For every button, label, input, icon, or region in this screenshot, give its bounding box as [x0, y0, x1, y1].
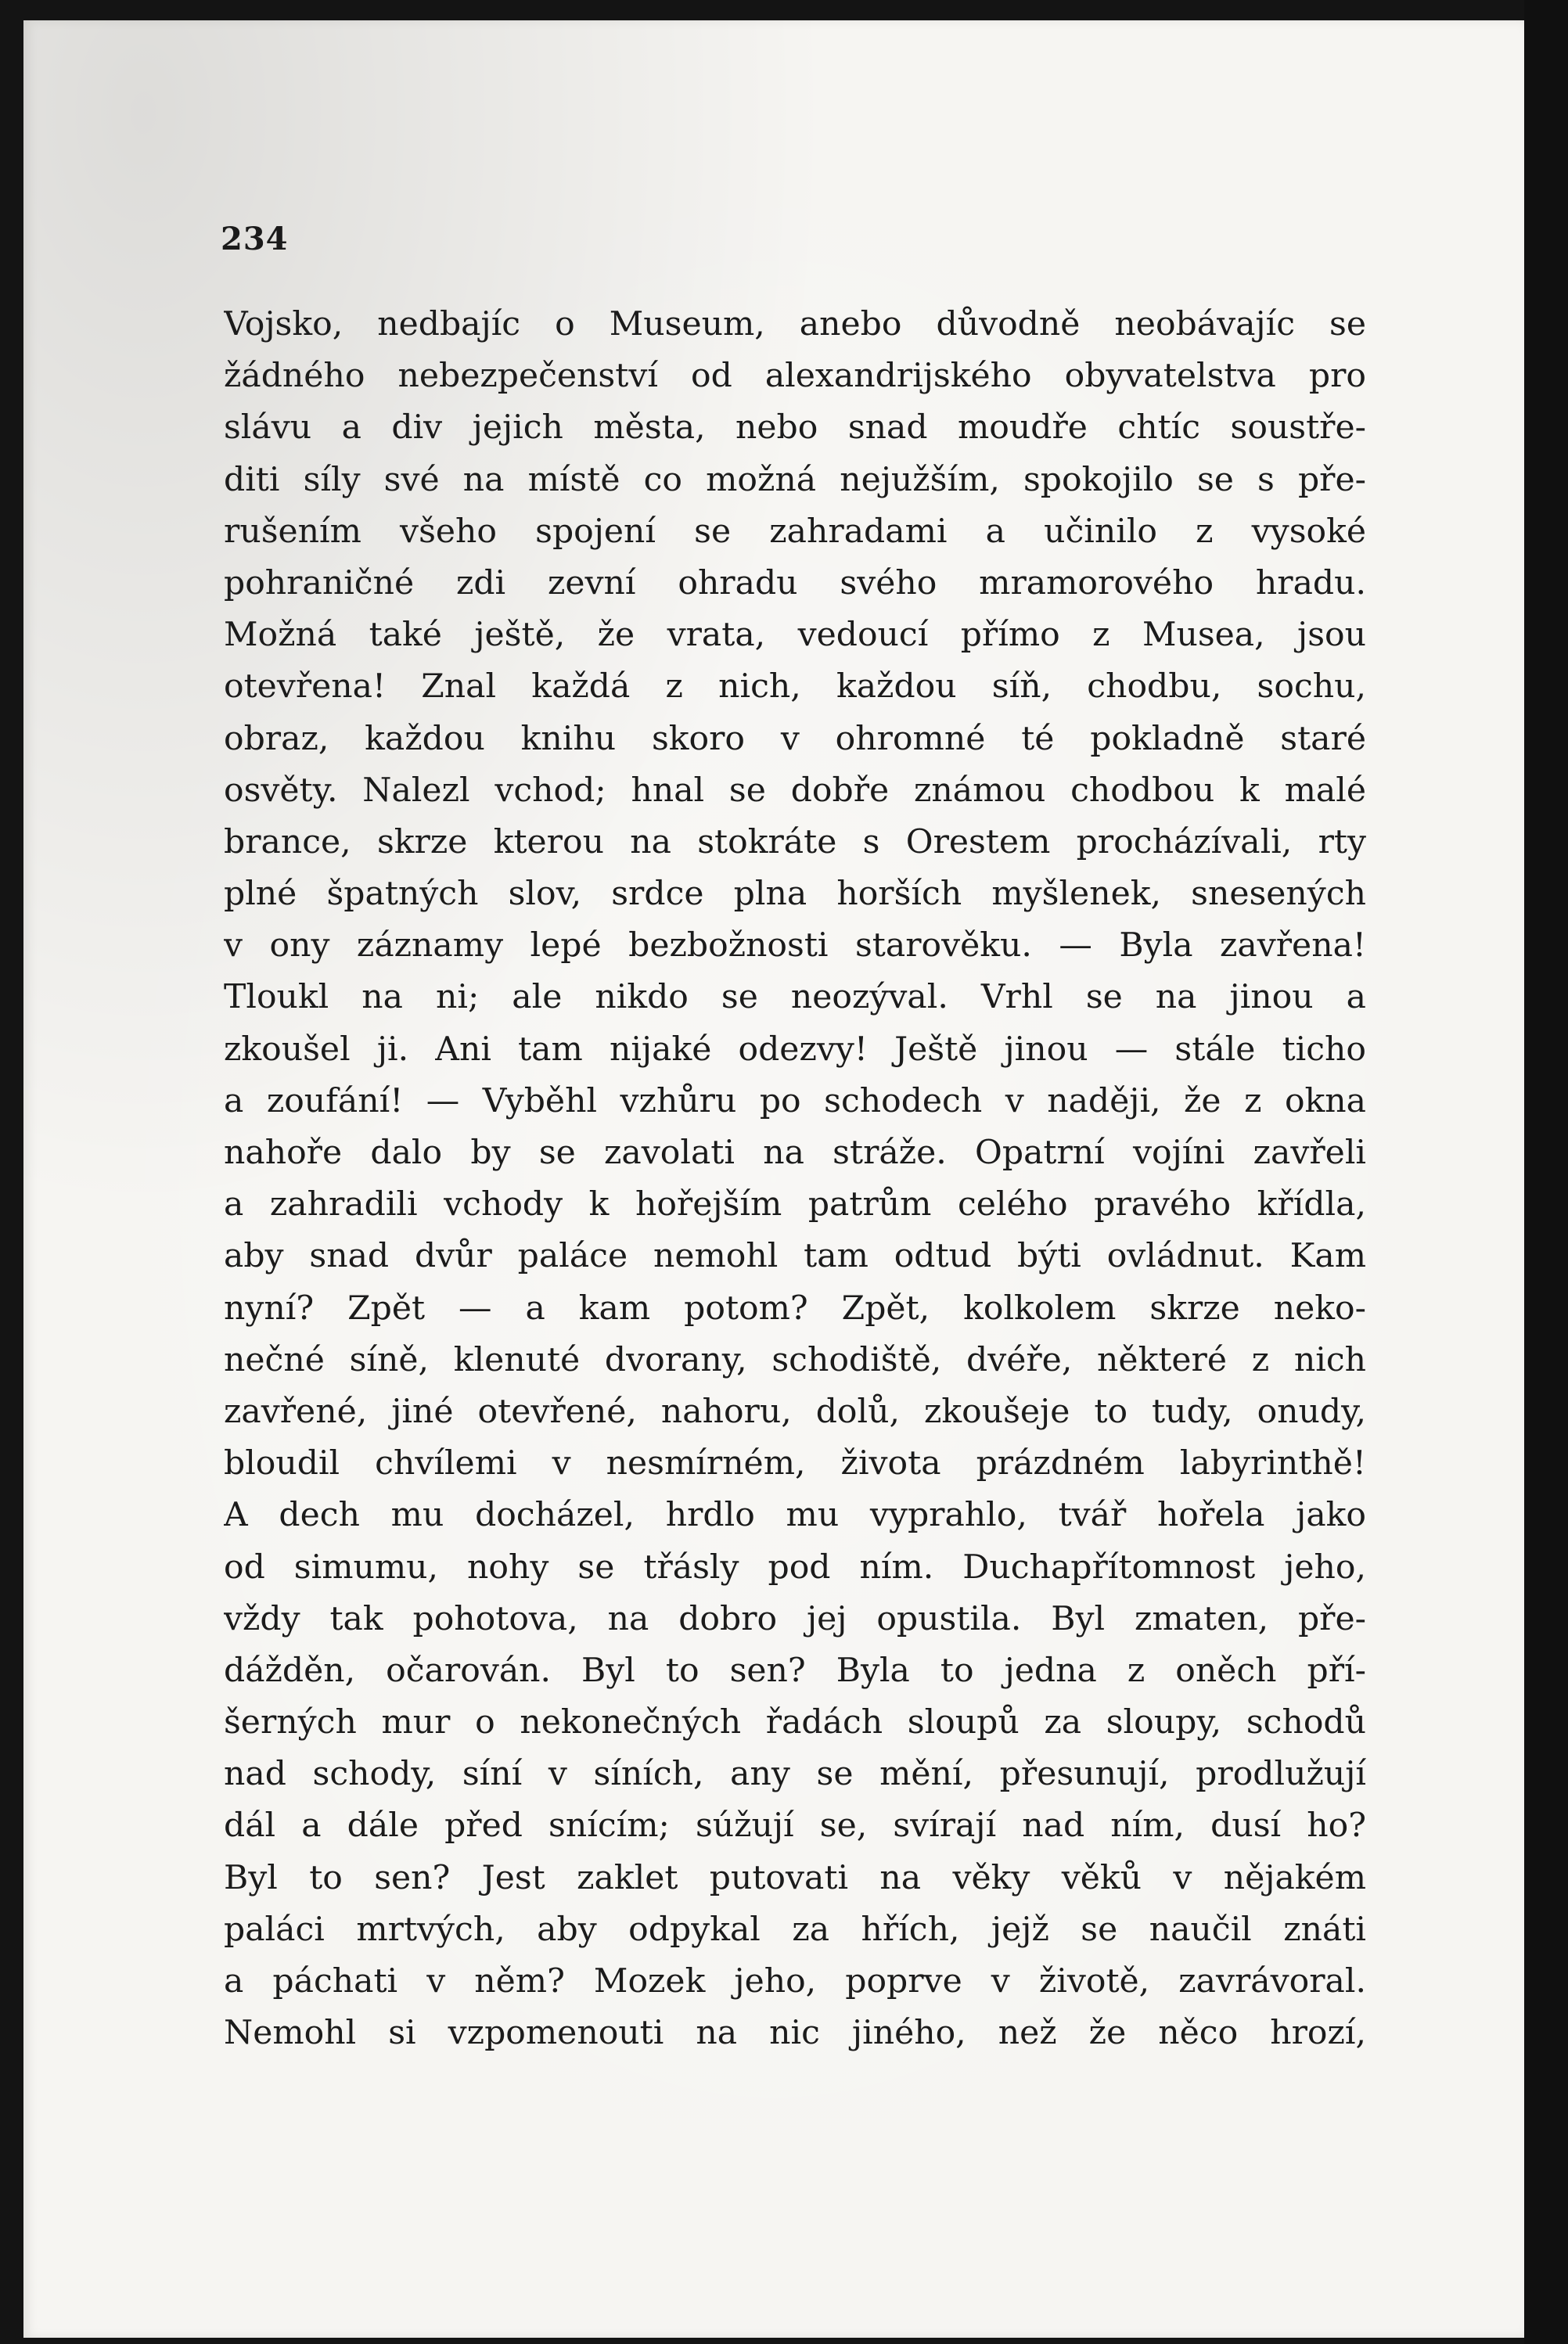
text-line: plné špatných slov, srdce plna horších myšlenek, snesených	[224, 875, 1366, 914]
text-line: nečné síně, klenuté dvorany, schodiště, dvéře, některé z nich	[224, 1340, 1366, 1379]
text-line: obraz, každou knihu skoro v ohromné té pokladně staré	[224, 719, 1366, 758]
text-line: a páchati v něm? Mozek jeho, poprve v životě, zavrávoral.	[224, 1962, 1366, 2001]
text-line: dál a dále před snícím; súžují se, svírají nad ním, dusí ho?	[224, 1807, 1366, 1846]
text-line: dážděn, očarován. Byl to sen? Byla to jedna z oněch pří-	[224, 1651, 1366, 1690]
text-line: zavřené, jiné otevřené, nahoru, dolů, zkoušeje to tudy, onudy,	[224, 1392, 1366, 1431]
text-line: v ony záznamy lepé bezbožnosti starověku. — Byla zavřena!	[224, 926, 1366, 965]
text-line: diti síly své na místě co možná nejužším, spokojilo se s pře-	[224, 460, 1366, 499]
body-text	[224, 299, 1366, 2059]
text-line: žádného nebezpečenství od alexandrijského obyvatelstva pro	[224, 357, 1366, 396]
text-line: paláci mrtvých, aby odpykal za hřích, jejž se naučil znáti	[224, 1910, 1366, 1949]
text-line: zkoušel ji. Ani tam nijaké odezvy! Ještě jinou — stále ticho	[224, 1030, 1366, 1069]
text-line: Tloukl na ni; ale nikdo se neozýval. Vrhl se na jinou a	[224, 978, 1366, 1017]
text-line: Možná také ještě, že vrata, vedoucí přímo z Musea, jsou	[224, 616, 1366, 655]
page-number: 234	[221, 221, 289, 257]
text-line: nahoře dalo by se zavolati na stráže. Opatrní vojíni zavřeli	[224, 1134, 1366, 1172]
text-line: vždy tak pohotova, na dobro jej opustila. Byl zmaten, pře-	[224, 1599, 1366, 1638]
text-line: Vojsko, nedbajíc o Museum, anebo důvodně neobávajíc se	[224, 305, 1366, 343]
text-line: bloudil chvílemi v nesmírném, života prázdném labyrinthě!	[224, 1444, 1366, 1483]
text-line: šerných mur o nekonečných řadách sloupů za sloupy, schodů	[224, 1703, 1366, 1742]
text-line: od simumu, nohy se třásly pod ním. Duchapřítomnost jeho,	[224, 1548, 1366, 1587]
text-line: rušením všeho spojení se zahradami a učinilo z vysoké	[224, 512, 1366, 551]
text-line: otevřena! Znal každá z nich, každou síň, chodbu, sochu,	[224, 667, 1366, 706]
text-line: Nemohl si vzpomenouti na nic jiného, než že něco hrozí,	[224, 2014, 1366, 2053]
text-line: osvěty. Nalezl vchod; hnal se dobře známou chodbou k malé	[224, 771, 1366, 810]
text-line: nyní? Zpět — a kam potom? Zpět, kolkolem skrze neko-	[224, 1289, 1366, 1328]
text-line: a zahradili vchody k hořejším patrům celého pravého křídla,	[224, 1185, 1366, 1224]
text-line: Byl to sen? Jest zaklet putovati na věky věků v nějakém	[224, 1858, 1366, 1897]
text-line: pohraničné zdi zevní ohradu svého mramorového hradu.	[224, 563, 1366, 602]
text-line: a zoufání! — Vyběhl vzhůru po schodech v naději, že z okna	[224, 1081, 1366, 1120]
scan-right-border	[1524, 0, 1568, 2344]
text-line: A dech mu docházel, hrdlo mu vyprahlo, tvář hořela jako	[224, 1496, 1366, 1535]
text-line: slávu a div jejich města, nebo snad moudře chtíc soustře-	[224, 408, 1366, 448]
text-line: aby snad dvůr paláce nemohl tam odtud býti ovládnut. Kam	[224, 1237, 1366, 1276]
text-line: nad schody, síní v síních, any se mění, přesunují, prodlužují	[224, 1755, 1366, 1794]
text-line: brance, skrze kterou na stokráte s Orestem procházívali, rty	[224, 822, 1366, 861]
